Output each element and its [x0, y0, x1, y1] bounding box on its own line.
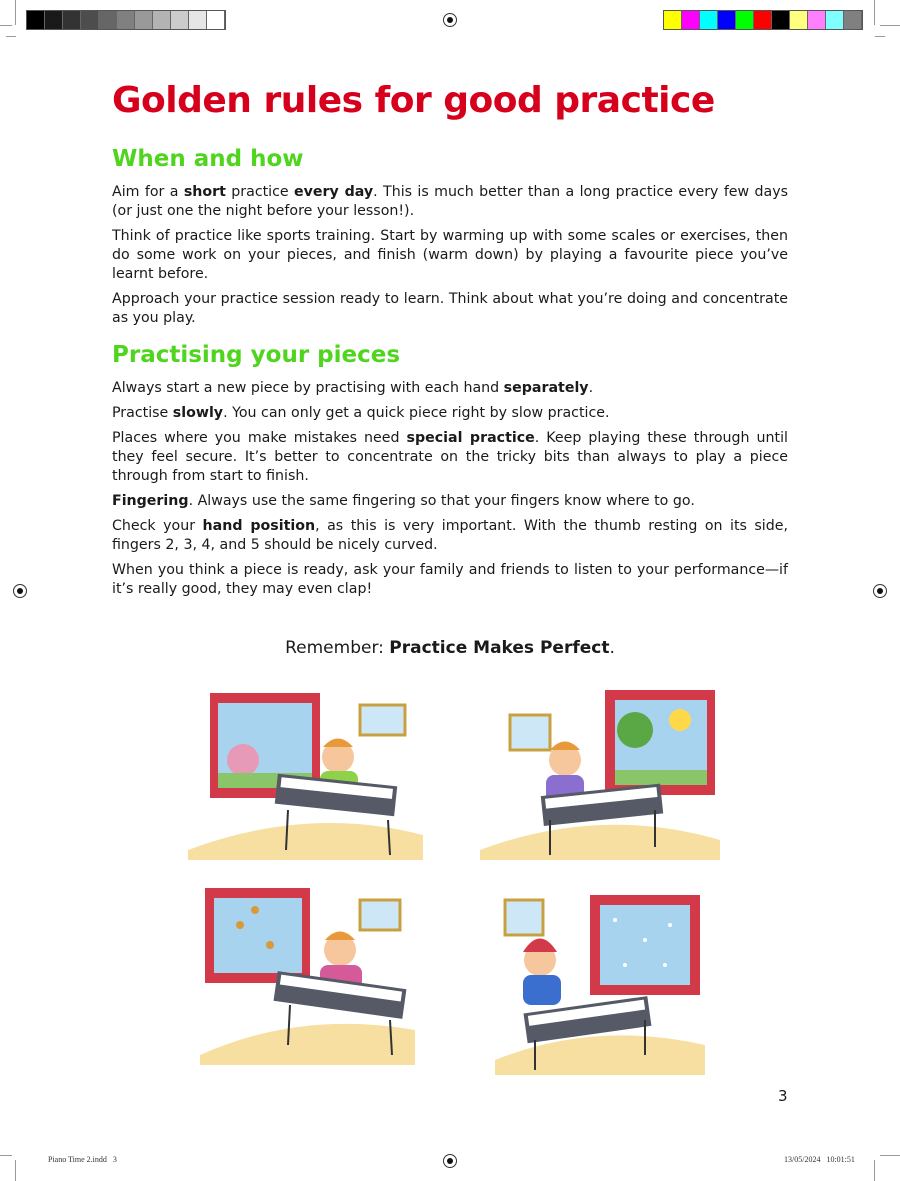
crop-mark — [0, 25, 12, 26]
text: . Always use the same fingering so that your fingers know where to go. — [188, 493, 695, 509]
paragraph — [112, 227, 788, 284]
paragraph — [112, 429, 788, 486]
text: Always start a new piece by practising with each hand — [112, 380, 504, 396]
color-swatch — [189, 11, 207, 29]
bold-text: every day — [294, 184, 374, 200]
bold-text: Fingering — [112, 493, 189, 509]
text: Think of practice like sports training. Start by warming up with some scales or exercises, then do some work on your pieces, and finish (warm down) by playing a favourite piece you’ve learnt before. — [112, 228, 788, 282]
illustration-spring-piano — [188, 685, 423, 860]
text: Approach your practice session ready to learn. Think about what you’re doing and concentrate as you play. — [112, 291, 788, 326]
text: Aim for a — [112, 184, 184, 200]
crop-mark — [15, 1160, 16, 1181]
registration-mark-left — [13, 584, 27, 598]
color-swatch — [135, 11, 153, 29]
color-swatch — [81, 11, 99, 29]
paragraph — [112, 492, 788, 511]
color-swatch — [682, 11, 700, 29]
crop-mark — [875, 36, 885, 37]
color-swatch — [27, 11, 45, 29]
color-swatch — [718, 11, 736, 29]
section-heading-practising-pieces: Practising your pieces — [112, 342, 401, 368]
paragraph — [112, 517, 788, 555]
color-swatch — [826, 11, 844, 29]
section-heading-when-and-how: When and how — [112, 146, 304, 172]
text: Places where you make mistakes need — [112, 430, 407, 446]
text: . This is much better than a long practice every few days (or just one the night before your lesson!). — [112, 184, 789, 219]
crop-mark — [874, 1160, 875, 1181]
registration-mark-bottom — [443, 1154, 457, 1168]
color-swatch — [117, 11, 135, 29]
text: Check your — [112, 518, 203, 534]
illustration-winter-piano — [495, 880, 705, 1075]
color-swatch — [808, 11, 826, 29]
text: , as this is very important. With the thumb resting on its side, fingers 2, 3, 4, and 5 should be nicely curved. — [112, 518, 788, 553]
color-swatch — [754, 11, 772, 29]
text: When you think a piece is ready, ask your family and friends to listen to your performance—if it’s really good, they may even clap! — [112, 562, 788, 597]
slug-timestamp: 13/05/2024 10:01:51 — [784, 1155, 855, 1164]
bold-text: hand position — [202, 518, 316, 534]
section-practising-pieces — [112, 379, 788, 605]
color-swatch — [45, 11, 63, 29]
color-swatch — [772, 11, 790, 29]
grayscale-color-bar — [26, 10, 226, 30]
bold-text: separately — [503, 380, 589, 396]
color-swatch — [63, 11, 81, 29]
text: . Keep playing these through until they feel secure. It’s better to concentrate on the tricky bits than always to play a piece through from start to finish. — [112, 430, 788, 484]
crop-mark — [880, 1155, 900, 1156]
paragraph — [112, 183, 788, 221]
section-when-and-how — [112, 183, 788, 334]
text: practice — [225, 184, 295, 200]
process-color-bar — [663, 10, 863, 30]
crop-mark — [880, 25, 900, 26]
crop-mark — [15, 0, 16, 25]
paragraph — [112, 379, 788, 398]
color-swatch — [99, 11, 117, 29]
color-swatch — [171, 11, 189, 29]
crop-mark — [6, 36, 16, 37]
page-title: Golden rules for good practice — [112, 80, 715, 121]
text: Practise — [112, 405, 173, 421]
illustration-summer-piano — [480, 685, 720, 860]
bold-text: special practice — [406, 430, 535, 446]
crop-mark — [0, 1155, 12, 1156]
page-number: 3 — [778, 1087, 788, 1105]
color-swatch — [153, 11, 171, 29]
remember-emphasis: Practice Makes Perfect — [389, 638, 610, 658]
paragraph — [112, 561, 788, 599]
bold-text: slowly — [172, 405, 224, 421]
bold-text: short — [183, 184, 226, 200]
color-swatch — [736, 11, 754, 29]
color-swatch — [207, 11, 225, 29]
color-swatch — [700, 11, 718, 29]
illustration-autumn-piano — [200, 880, 415, 1065]
slug-filename: Piano Time 2.indd 3 — [48, 1155, 117, 1164]
remember-line: Remember: Practice Makes Perfect. — [285, 638, 615, 658]
color-swatch — [664, 11, 682, 29]
paragraph — [112, 290, 788, 328]
text: . You can only get a quick piece right by slow practice. — [223, 405, 610, 421]
crop-mark — [874, 0, 875, 25]
registration-mark-top — [443, 13, 457, 27]
color-swatch — [844, 11, 862, 29]
paragraph — [112, 404, 788, 423]
registration-mark-right — [873, 584, 887, 598]
text: . — [588, 380, 594, 396]
color-swatch — [790, 11, 808, 29]
